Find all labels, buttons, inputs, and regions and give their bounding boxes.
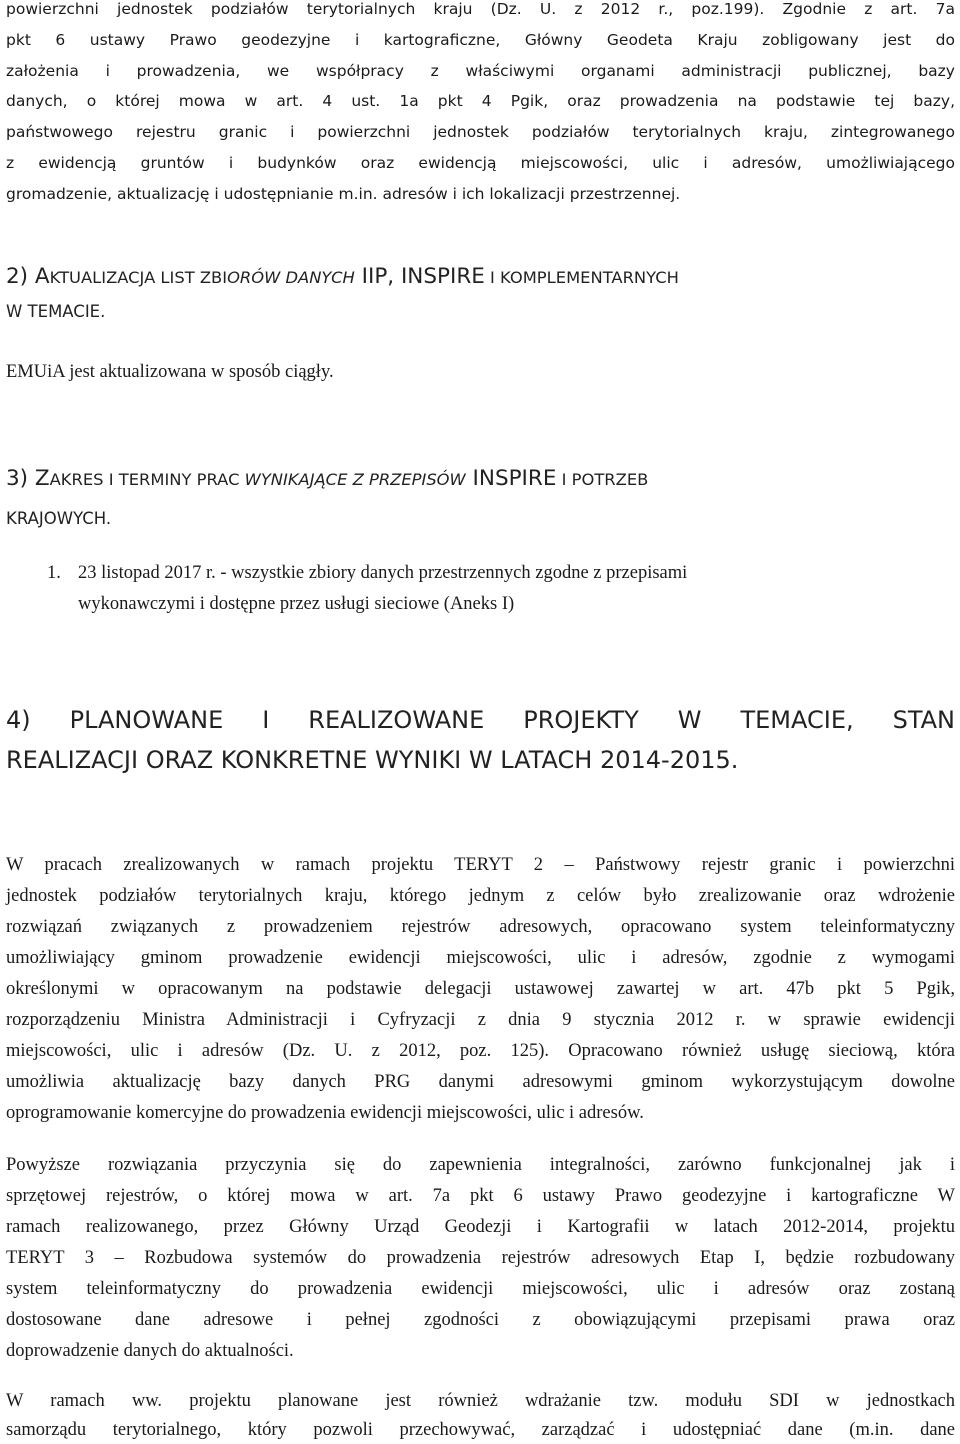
text-line: system teleinformatyczny do prowadzenia ewidencji miejscowości, ulic i adresów oraz zostaną [6, 1279, 955, 1299]
heading-text: INSPIRE [465, 466, 557, 491]
text-line: pkt 6 ustawy Prawo geodezyjne i kartograficzne, Główny Geodeta Kraju zobligowany jest do [6, 31, 955, 49]
heading-text: Z [34, 466, 50, 491]
text-line: umożliwiający gminom prowadzenie ewidencji miejscowości, ulic i adresów, zgodnie z wymogami [6, 948, 955, 968]
text-line: gromadzenie, aktualizację i udostępnianie m.in. adresów i ich lokalizacji przestrzennej. [6, 185, 681, 203]
heading-text: KTUALIZACJA LIST ZBI [49, 268, 228, 287]
heading-text: WYNIKAJĄCE Z PRZEPISÓW [244, 470, 466, 489]
text-line: W ramach ww. projektu planowane jest również wdrażanie tzw. modułu SDI w jednostkach [6, 1391, 955, 1411]
heading-text: A [34, 264, 50, 289]
text-line: umożliwia aktualizację bazy danych PRG danymi adresowymi gminom wykorzystującym dowolne [6, 1072, 955, 1092]
text-line: TERYT 3 – Rozbudowa systemów do prowadzenia rejestrów adresowych Etap I, będzie rozbudowany [6, 1248, 955, 1268]
section-body: EMUiA jest aktualizowana w sposób ciągły. [6, 362, 334, 382]
text-line: danych, o której mowa w art. 4 ust. 1a pkt 4 Pgik, oraz prowadzenia na podstawie tej bazy, [6, 92, 955, 110]
heading-text: IIP, INSPIRE [354, 264, 485, 289]
text-line: określonymi w opracowanym na podstawie delegacji ustawowej zawartej w art. 47b pkt 5 Pgik, [6, 979, 955, 999]
text-line: oprogramowanie komercyjne do prowadzenia ewidencji miejscowości, ulic i adresów. [6, 1103, 644, 1123]
heading-number: 3) [6, 466, 35, 491]
text-line: rozwiązań związanych z prowadzeniem rejestrów adresowych, opracowano system teleinformatyczny [6, 917, 955, 937]
section-heading-3 [6, 466, 648, 491]
text-line: powierzchni jednostek podziałów terytorialnych kraju (Dz. U. z 2012 r., poz.199). Zgodnie z art. 7a [6, 0, 955, 18]
text-line: ramach realizowanego, przez Główny Urząd Geodezji i Kartografii w latach 2012-2014, projektu [6, 1217, 955, 1237]
text-line: W pracach zrealizowanych w ramach projektu TERYT 2 – Państwowy rejestr granic i powierzchni [6, 855, 955, 875]
text-line: rozporządzeniu Ministra Administracji i Cyfryzacji z dnia 9 stycznia 2012 r. w sprawie ewidencji [6, 1010, 955, 1030]
section-heading-2 [6, 264, 679, 289]
text-line: z ewidencją gruntów i budynków oraz ewidencją miejscowości, ulic i adresów, umożliwiającego [6, 154, 955, 172]
section-heading-2-cont: W TEMACIE. [6, 302, 106, 321]
text-line: miejscowości, ulic i adresów (Dz. U. z 2012, poz. 125). Opracowano również usługę sieciową, która [6, 1041, 955, 1061]
text-line: państwowego rejestru granic i powierzchni jednostek podziałów terytorialnych kraju, zintegrowanego [6, 123, 955, 141]
text-line: 23 listopad 2017 r. - wszystkie zbiory danych przestrzennych zgodne z przepisami [78, 563, 688, 583]
section-heading-3-cont: KRAJOWYCH. [6, 509, 112, 528]
heading-number: 2) [6, 264, 35, 289]
text-line: założenia i prowadzenia, we współpracy z właściwymi organami administracji publicznej, bazy [6, 62, 955, 80]
text-line: Powyższe rozwiązania przyczynia się do zapewnienia integralności, zarówno funkcjonalnej jak i [6, 1155, 955, 1175]
heading-text: I POTRZEB [556, 470, 649, 489]
section-heading-4: 4) PLANOWANE I REALIZOWANE PROJEKTY W TEMACIE, STAN [6, 706, 955, 734]
text-line: wykonawczymi i dostępne przez usługi sieciowe (Aneks I) [78, 594, 515, 614]
heading-text: AKRES I TERMINY PRAC [49, 470, 245, 489]
heading-text: I KOMPLEMENTARNYCH [484, 268, 679, 287]
text-line: doprowadzenie danych do aktualności. [6, 1341, 294, 1361]
heading-text: ORÓW DANYCH [227, 268, 355, 287]
text-line: samorządu terytorialnego, który pozwoli przechowywać, zarządzać i udostępniać dane (m.in. dane [6, 1420, 955, 1440]
text-line: sprzętowej rejestrów, o której mowa w art. 7a pkt 6 ustawy Prawo geodezyjne i kartograficzne W [6, 1186, 955, 1206]
text-line: dostosowane dane adresowe i pełnej zgodności z obowiązującymi przepisami prawa oraz [6, 1310, 955, 1330]
section-heading-4-cont: REALIZACJI ORAZ KONKRETNE WYNIKI W LATACH 2014-2015. [6, 746, 739, 774]
list-number: 1. [47, 563, 61, 583]
text-line: jednostek podziałów terytorialnych kraju, którego jednym z celów było zrealizowanie oraz wdrożenie [6, 886, 955, 906]
